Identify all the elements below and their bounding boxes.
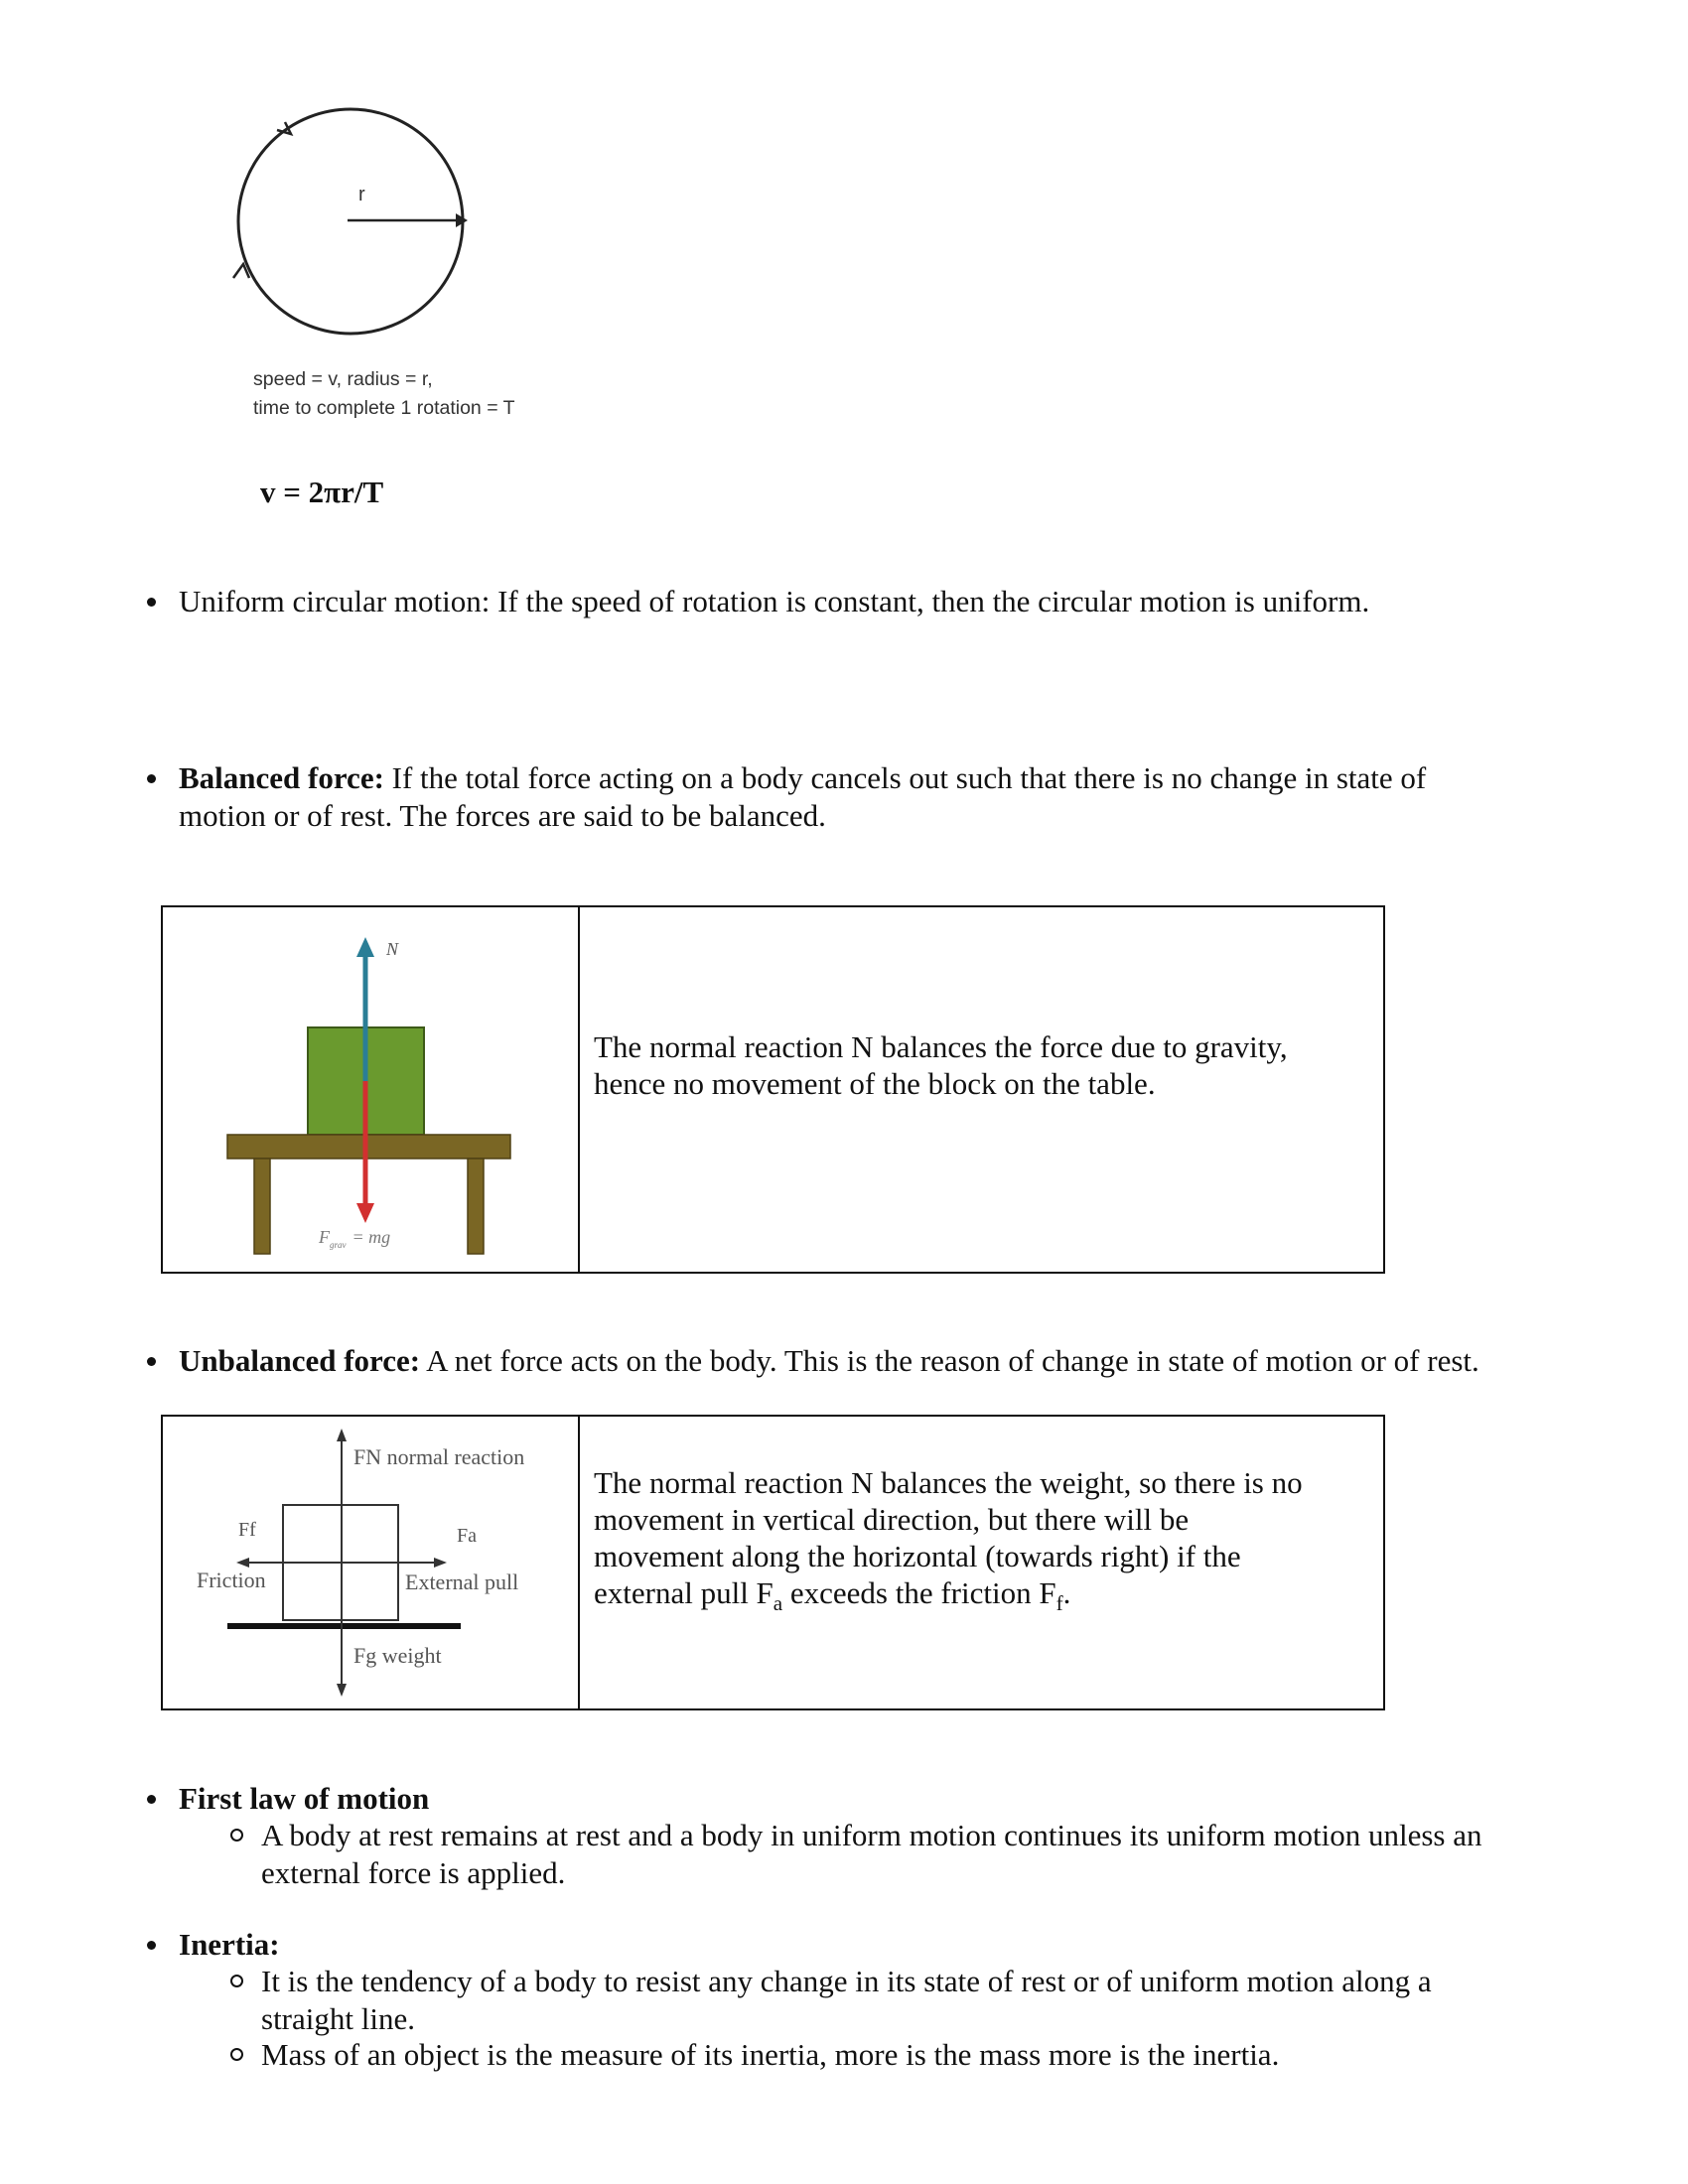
- weight-label: Fg weight: [353, 1643, 442, 1668]
- balanced-force-bullet: [179, 759, 1426, 835]
- table-top: [227, 1135, 510, 1159]
- block-on-table-diagram: [163, 907, 578, 1271]
- inertia-point2-text: Mass of an object is the measure of its inertia, more is the mass more is the inertia.: [261, 2037, 1280, 2072]
- unbalanced-force-table: [161, 1415, 1385, 1710]
- unbalanced-desc-line4: external pull $F_a$ exceeds the friction $F_f$.: [594, 1575, 1071, 1616]
- friction-label: Friction: [197, 1568, 266, 1592]
- sub-bullet-ring: [230, 1975, 243, 1987]
- circle-caption-line1: speed = v, radius = r,: [253, 368, 433, 390]
- inertia-point-2: [261, 2036, 1279, 2074]
- table-leg-left: [254, 1159, 270, 1254]
- normal-reaction-label: FN normal reaction: [353, 1444, 525, 1469]
- first-law-point: [261, 1817, 1481, 1892]
- bullet-dot: [147, 1357, 156, 1366]
- uniform-motion-bullet: [179, 583, 1369, 620]
- bullet-dot: [147, 1941, 156, 1950]
- balanced-desc-line2: hence no movement of the block on the table.: [594, 1066, 1156, 1101]
- weight-arrowhead: [337, 1684, 347, 1697]
- unbalanced-force-bullet: [179, 1342, 1479, 1380]
- first-law-line2: external force is applied.: [261, 1855, 566, 1890]
- normal-force-label: N: [386, 939, 399, 959]
- pull-arrowhead: [434, 1558, 447, 1568]
- inertia-point-1: [261, 1963, 1432, 2038]
- rotation-arrow-top: [277, 122, 291, 134]
- first-law-bullet: [179, 1780, 429, 1818]
- balanced-force-line2: motion or of rest. The forces are said to be balanced.: [179, 798, 826, 833]
- force-diagram: [163, 1417, 578, 1707]
- unbalanced-force-term: Unbalanced force:: [179, 1343, 421, 1378]
- bullet-dot: [147, 598, 156, 607]
- circle-caption: [253, 365, 515, 423]
- friction-arrowhead: [236, 1558, 249, 1568]
- unbalanced-desc-line1: The normal reaction N balances the weight, so there is no: [594, 1465, 1303, 1500]
- inertia-point1-line2: straight line.: [261, 2001, 415, 2036]
- gravity-force-arrowhead: [356, 1203, 374, 1223]
- balanced-force-figure-cell: [163, 907, 580, 1272]
- radius-label: r: [358, 184, 365, 205]
- bullet-dot: [147, 774, 156, 783]
- circle-caption-line2: time to complete 1 rotation = T: [253, 397, 515, 419]
- normal-arrowhead: [337, 1429, 347, 1441]
- unbalanced-force-description-cell: [580, 1417, 1383, 1708]
- inertia-title: Inertia:: [179, 1927, 280, 1962]
- unbalanced-desc-line3: movement along the horizontal (towards right) if the: [594, 1539, 1241, 1573]
- friction-symbol: Ff: [238, 1519, 256, 1541]
- unbalanced-force-figure-cell: [163, 1417, 580, 1708]
- bullet-dot: [147, 1795, 156, 1804]
- circular-motion-diagram: [223, 94, 501, 352]
- speed-formula: v = 2πr/T: [260, 475, 384, 509]
- balanced-force-term: Balanced force:: [179, 760, 384, 795]
- uniform-motion-text: Uniform circular motion: If the speed of rotation is constant, then the circular motion is uniform.: [179, 584, 1370, 618]
- sub-bullet-ring: [230, 2048, 243, 2061]
- table-leg-right: [468, 1159, 484, 1254]
- balanced-desc-line1: The normal reaction N balances the force due to gravity,: [594, 1029, 1288, 1064]
- balanced-force-description-cell: [580, 907, 1383, 1272]
- unbalanced-desc-line2: movement in vertical direction, but there will be: [594, 1502, 1190, 1537]
- external-pull-label: External pull: [405, 1570, 519, 1594]
- inertia-point1-line1: It is the tendency of a body to resist any change in its state of rest or of uniform motion along a: [261, 1964, 1432, 1998]
- inertia-bullet: [179, 1926, 280, 1964]
- first-law-line1: A body at rest remains at rest and a body in uniform motion continues its uniform motion unless an: [261, 1818, 1482, 1852]
- balanced-force-table: [161, 905, 1385, 1274]
- sub-bullet-ring: [230, 1829, 243, 1842]
- balanced-force-line1: If the total force acting on a body cancels out such that there is no change in state of: [383, 760, 1427, 795]
- normal-force-arrowhead: [356, 937, 374, 957]
- pull-symbol: Fa: [457, 1525, 477, 1547]
- first-law-title: First law of motion: [179, 1781, 430, 1816]
- gravity-force-label: $F_{grav}$ = mg: [319, 1227, 391, 1250]
- unbalanced-force-text: A net force acts on the body. This is the reason of change in state of motion or of rest.: [420, 1343, 1479, 1378]
